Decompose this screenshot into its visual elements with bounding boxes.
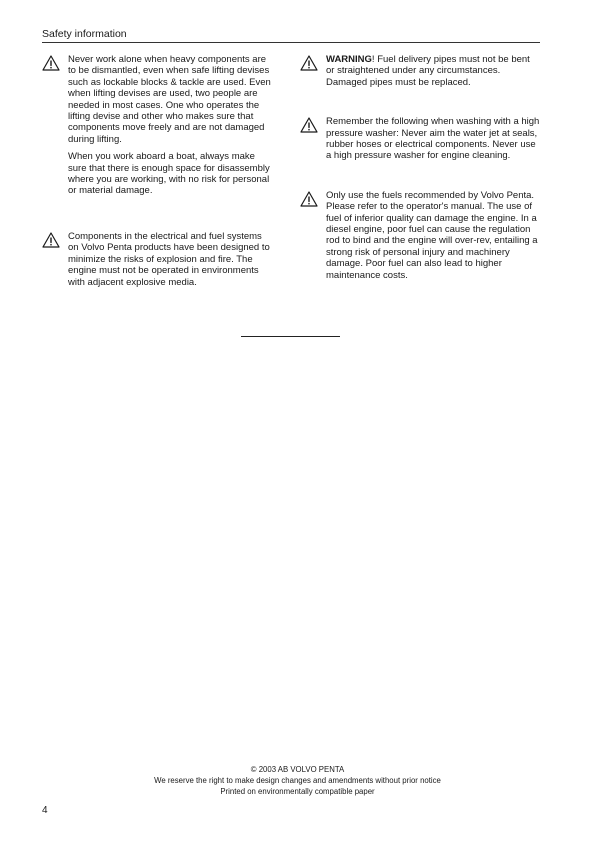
page-header-title: Safety information xyxy=(42,28,127,40)
left-column xyxy=(42,54,274,294)
notice-paragraph: Remember the following when washing with a high pressure washer: Never aim the water jet at seals, rubber hoses or electrical components. Never use a high pressure washer for engine cleaning. xyxy=(326,116,540,162)
warning-label: WARNING xyxy=(326,54,372,65)
notice-paragraph: When you work aboard a boat, always make sure that there is enough space for disassembly where you are working, with no risk for personal or material damage. xyxy=(68,151,270,197)
header-divider xyxy=(42,42,540,43)
warning-triangle-icon xyxy=(300,117,318,133)
warning-triangle-icon xyxy=(42,232,60,248)
warning-triangle-icon xyxy=(42,55,60,71)
notice-fuel-pipes xyxy=(300,54,540,88)
page-number: 4 xyxy=(42,805,48,816)
notice-paragraph: Only use the fuels recommended by Volvo Penta. Please refer to the operator's manual. The use of fuel of inferior quality can damage the engine. In a diesel engine, poor fuel can cause the regulation rod to bind and the engine will over-rev, entailing a strong risk of personal injury and machinery damage. Poor fuel can also lead to higher maintenance costs. xyxy=(326,189,538,281)
footer-paper: Printed on environmentally compatible paper xyxy=(220,787,375,796)
warning-triangle-icon xyxy=(300,55,318,71)
footer-notice: We reserve the right to make design changes and amendments without prior notice xyxy=(154,776,441,785)
notice-explosion-risk xyxy=(42,231,274,288)
warning-text: ! Fuel delivery pipes must not be bent or straightened under any circumstances. Damaged pipes must be replaced. xyxy=(326,54,530,88)
footer xyxy=(0,764,595,797)
notice-paragraph: Never work alone when heavy components are to be dismantled, even when safe lifting devises such as lockable blocks & tackle are used. Even when lifting devises are used, two people are needed in most cases. One who operates the lifting devise and other who makes sure that components move freely and are not damaged during lifting. xyxy=(68,54,271,145)
notice-pressure-washer xyxy=(300,116,540,162)
notice-recommended-fuels xyxy=(300,190,540,281)
warning-triangle-icon xyxy=(300,191,318,207)
right-column xyxy=(300,54,540,287)
notice-heavy-components xyxy=(42,54,274,197)
notice-paragraph xyxy=(326,54,540,88)
section-end-divider xyxy=(241,336,340,337)
footer-copyright: © 2003 AB VOLVO PENTA xyxy=(250,765,345,774)
notice-paragraph: Components in the electrical and fuel systems on Volvo Penta products have been designed to minimize the risks of explosion and fire. The engine must not be operated in environments with adjacent explosive media. xyxy=(68,230,270,288)
